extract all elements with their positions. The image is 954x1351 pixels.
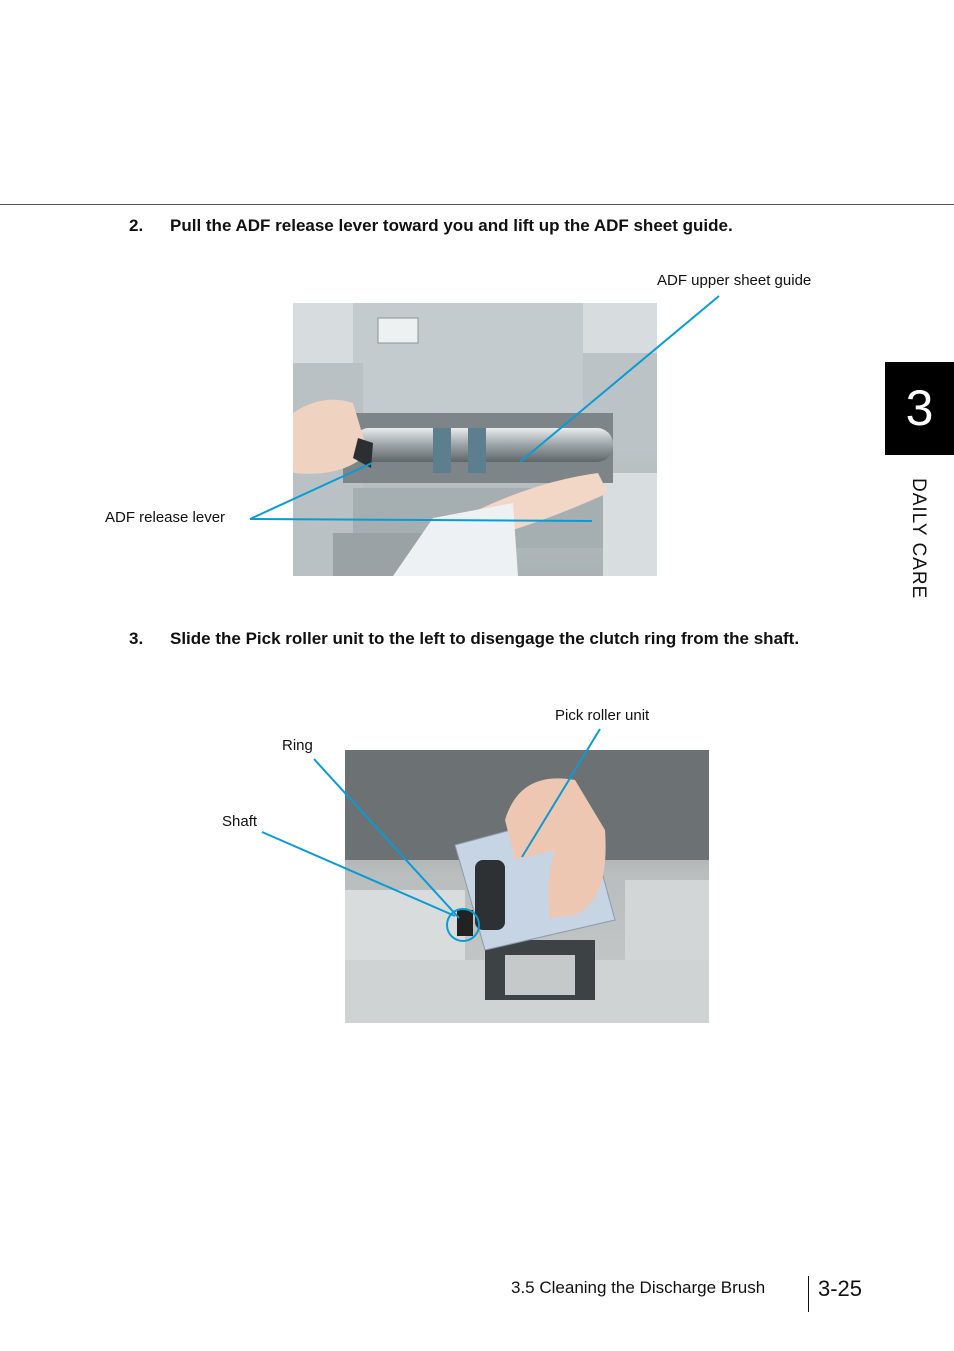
callout-line-release-lever [250, 463, 372, 519]
label-shaft: Shaft [222, 813, 258, 830]
callout-line-ring [314, 759, 459, 918]
footer-divider [808, 1276, 809, 1312]
label-pick-roller-unit: Pick roller unit [555, 707, 650, 724]
step-number: 2. [129, 216, 144, 235]
step-number: 3. [129, 629, 144, 648]
callout-circle-ring [447, 909, 479, 941]
label-ring: Ring [282, 737, 313, 754]
label-adf-upper-sheet-guide: ADF upper sheet guide [657, 272, 812, 289]
chapter-side-title: DAILY CARE [908, 478, 929, 600]
label-adf-release-lever: ADF release lever [105, 509, 226, 526]
page-number: 3-25 [818, 1276, 863, 1301]
callout-line-pick-roller [522, 729, 600, 857]
footer-section-title: 3.5 Cleaning the Discharge Brush [511, 1278, 766, 1297]
callout-line-release-lever-2 [250, 519, 592, 521]
callout-line-upper-guide [520, 296, 719, 462]
step-text: Pull the ADF release lever toward you and lift up the ADF sheet guide. [170, 216, 733, 235]
chapter-tab: 3 [885, 362, 954, 455]
step-text: Slide the Pick roller unit to the left to disengage the clutch ring from the shaft. [170, 629, 800, 648]
callout-line-shaft [262, 832, 455, 916]
